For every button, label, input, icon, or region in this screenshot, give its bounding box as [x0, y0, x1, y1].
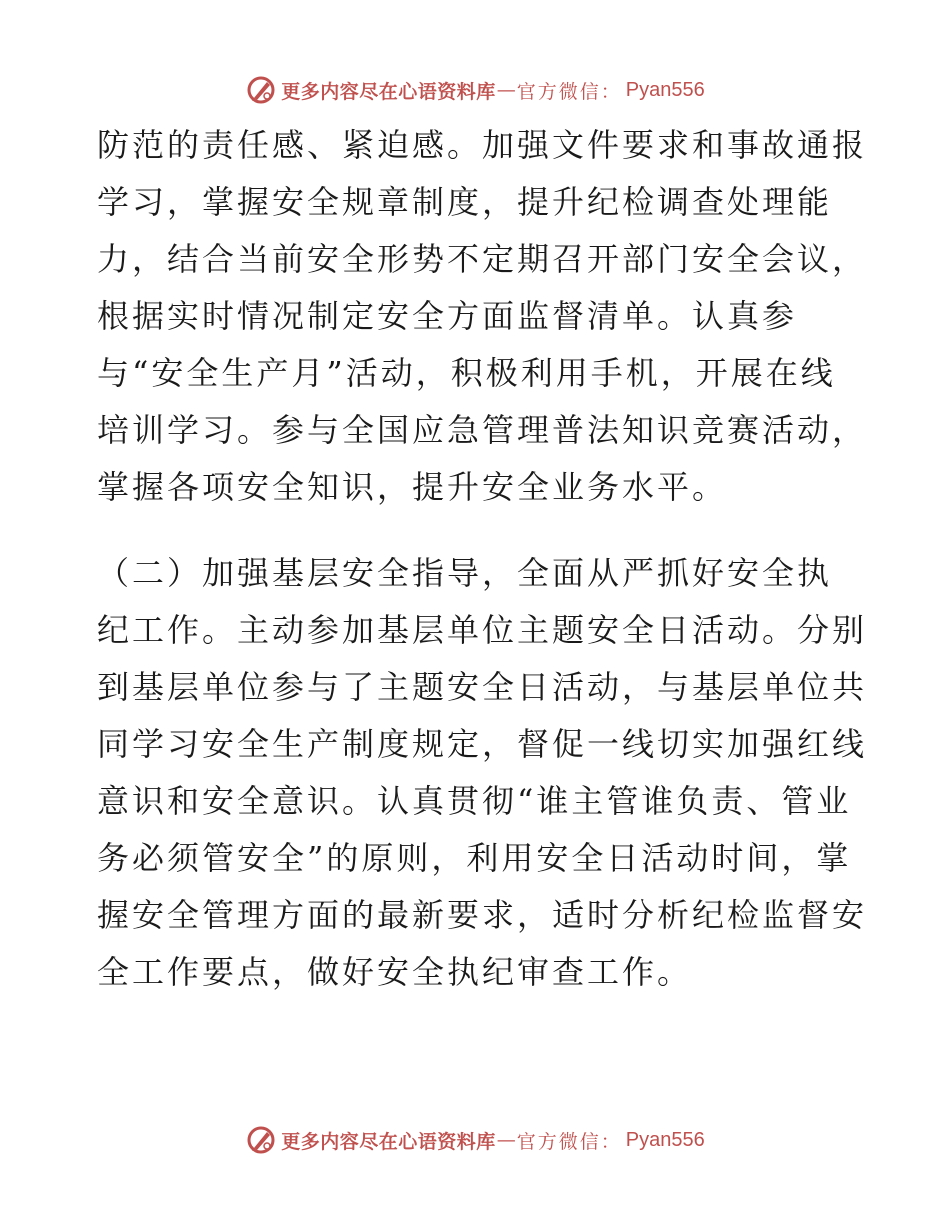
text-line: 到基层单位参与了主题安全日活动，与基层单位共: [97, 668, 868, 706]
footer-banner: [0, 1120, 950, 1160]
text-line: 掌握各项安全知识，提升安全业务水平。: [97, 468, 728, 506]
text-line: 意识和安全意识。认真贯彻“谁主管谁负责、管业: [97, 782, 852, 820]
banner-dash: —: [496, 79, 516, 101]
text-line: 培训学习。参与全国应急管理普法知识竞赛活动，: [97, 411, 868, 449]
text-line: 握安全管理方面的最新要求，适时分析纪检监督安: [97, 896, 868, 934]
banner-wechat-label: 官方微信：: [516, 1130, 622, 1153]
text-line: 全工作要点，做好安全执纪审查工作。: [97, 953, 693, 991]
banner-wechat-label: 官方微信：: [516, 80, 622, 103]
text-line: 根据实时情况制定安全方面监督清单。认真参: [97, 297, 798, 335]
text-line: 与“安全生产月”活动，积极利用手机，开展在线: [97, 354, 836, 392]
banner-main-text: 更多内容尽在心语资料库: [281, 1130, 496, 1153]
text-line: 防范的责任感、紧迫感。加强文件要求和事故通报: [97, 126, 868, 164]
paragraph-1: [97, 117, 868, 516]
banner-wechat-id: Pyan556: [625, 1128, 705, 1151]
header-banner: [0, 70, 950, 110]
text-line: 同学习安全生产制度规定，督促一线切实加强红线: [97, 725, 868, 763]
text-line: 学习，掌握安全规章制度，提升纪检调查处理能: [97, 183, 833, 221]
text-line: 务必须管安全”的原则，利用安全日活动时间，掌: [97, 839, 852, 877]
text-line: （二）加强基层安全指导，全面从严抓好安全执: [97, 554, 833, 592]
text-line: 力，结合当前安全形势不定期召开部门安全会议，: [97, 240, 868, 278]
paragraph-2: [97, 545, 868, 1001]
quill-pen-logo-icon: [245, 74, 277, 106]
quill-pen-logo-icon: [245, 1124, 277, 1156]
text-line: 纪工作。主动参加基层单位主题安全日活动。分别: [97, 611, 868, 649]
banner-wechat-id: Pyan556: [625, 78, 705, 101]
banner-main-text: 更多内容尽在心语资料库: [281, 80, 496, 103]
banner-dash: —: [496, 1129, 516, 1151]
